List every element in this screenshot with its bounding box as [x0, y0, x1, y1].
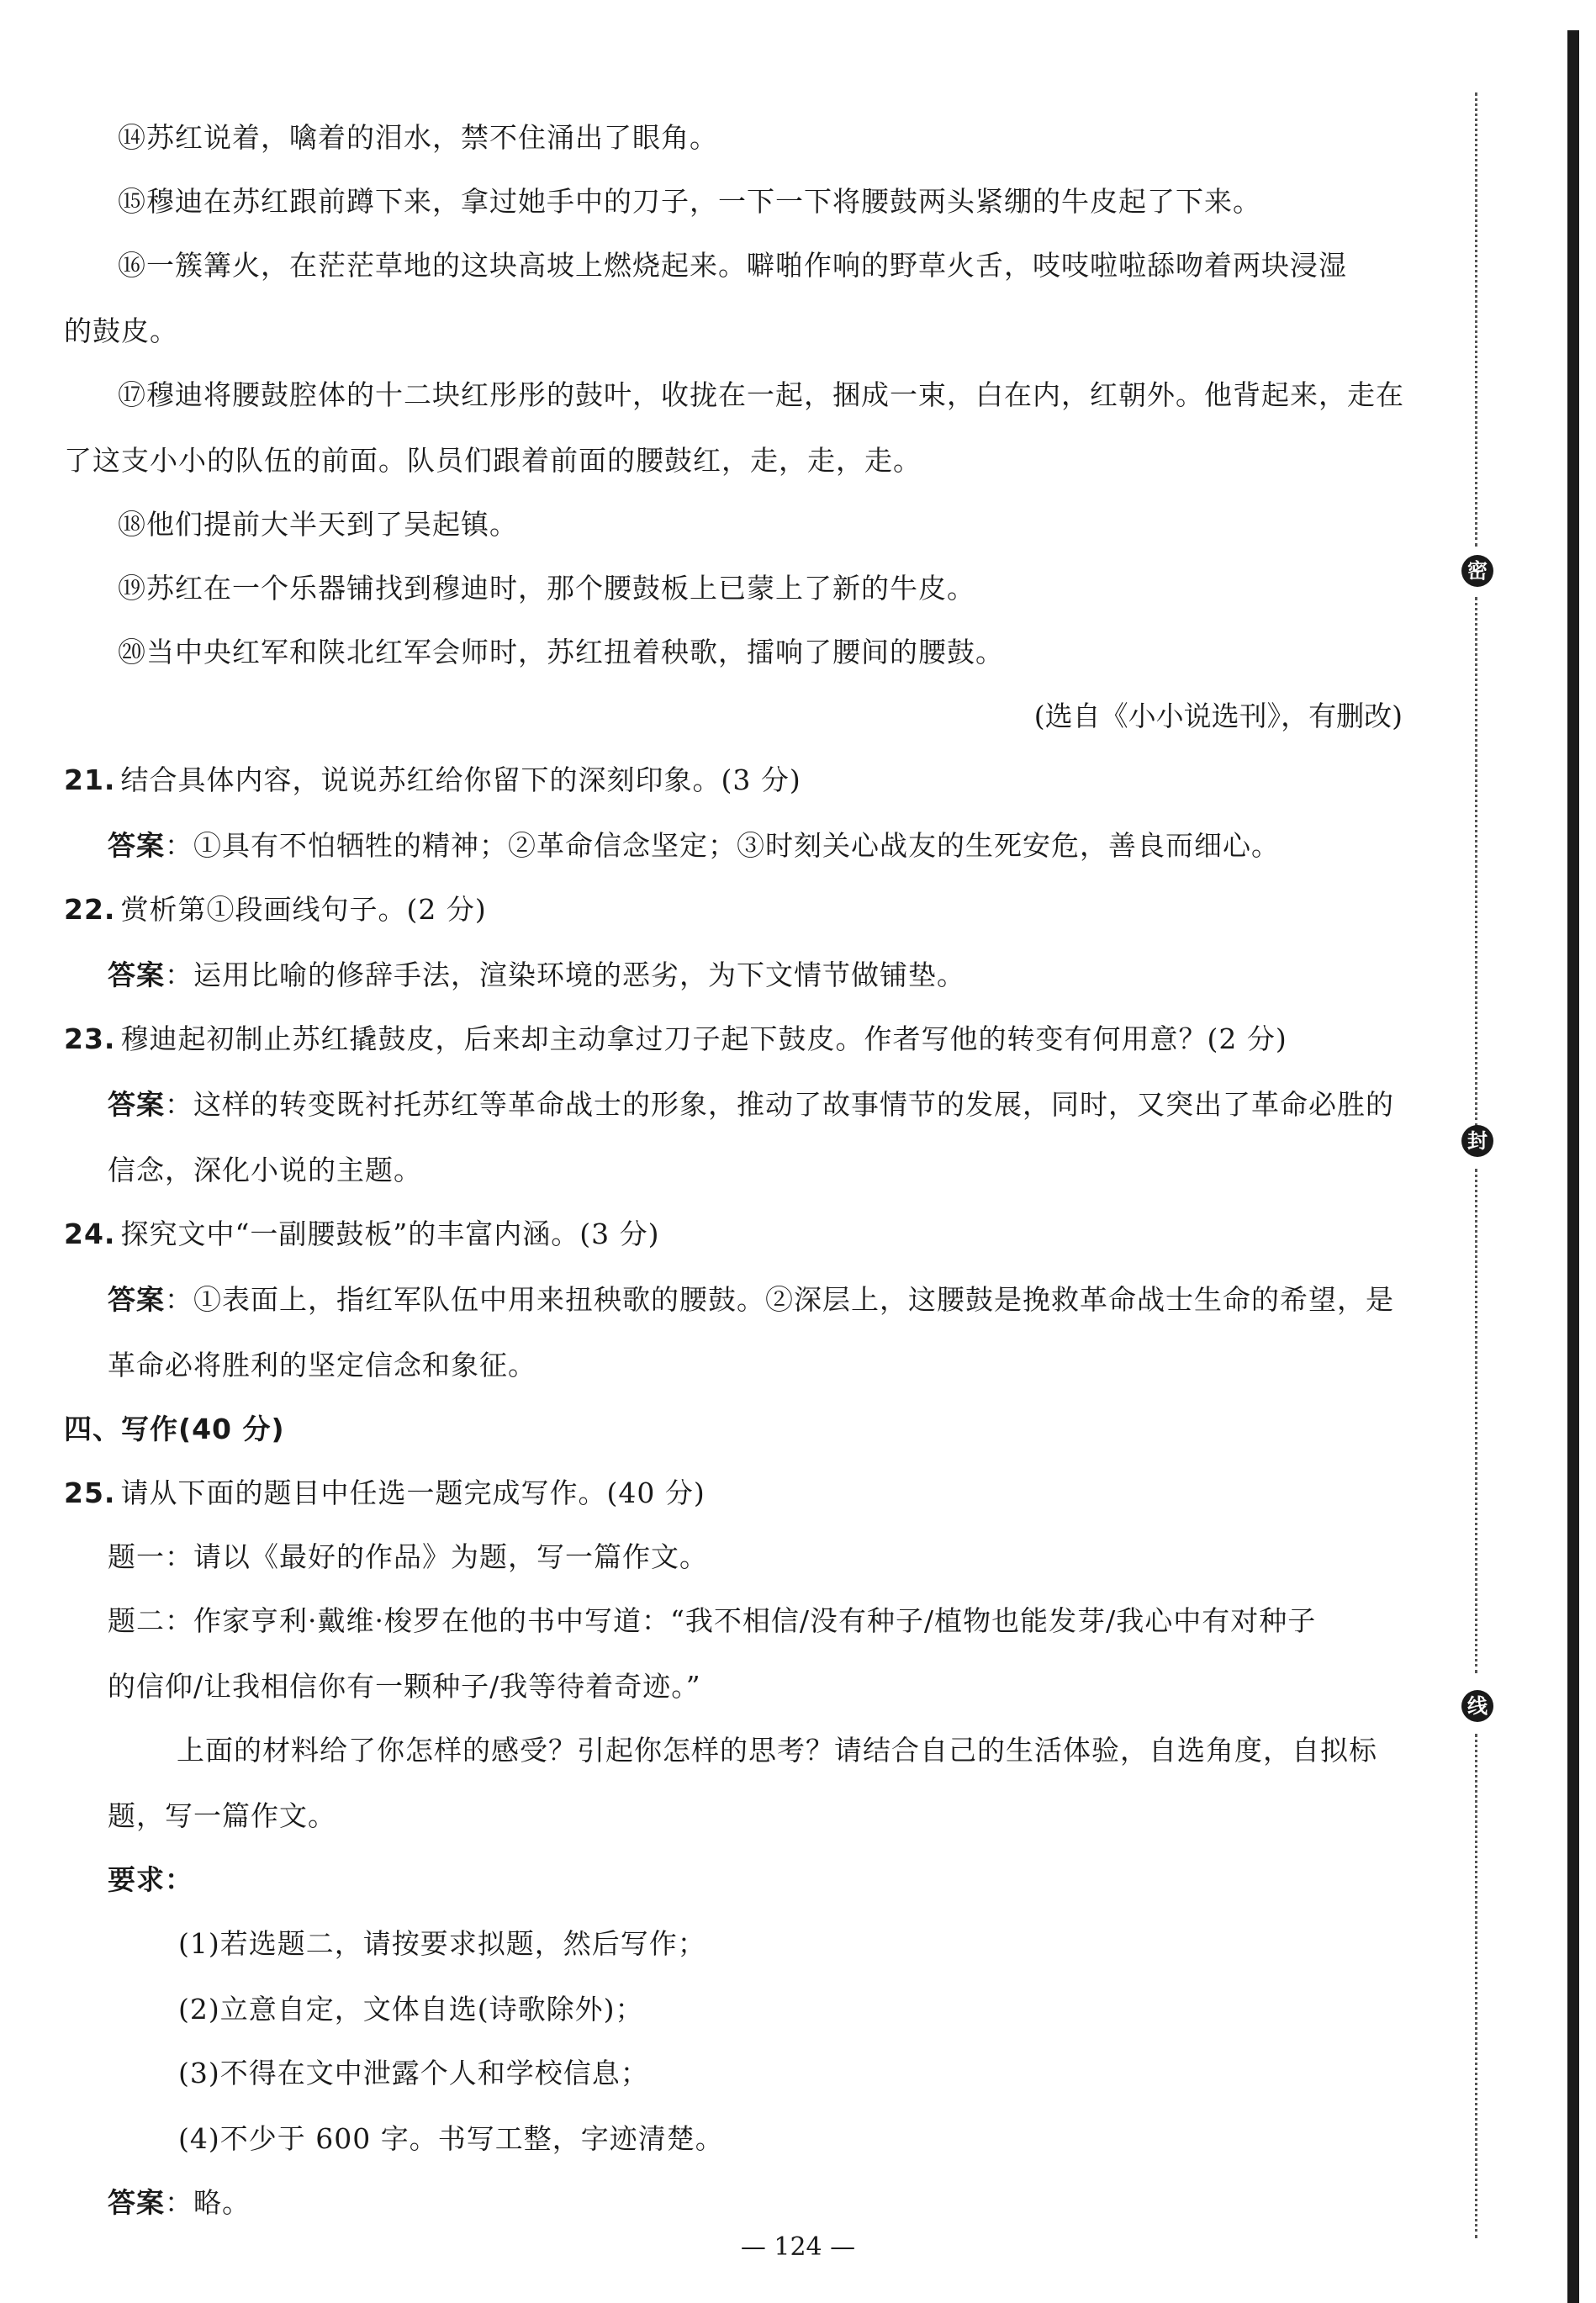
answer-label: 答案 [108, 1088, 165, 1121]
question-24 [64, 1216, 659, 1253]
question-number: 21. [64, 763, 116, 796]
answer-text: ：这样的转变既衬托苏红等革命战士的形象，推动了故事情节的发展，同时，又突出了革命必胜的 [165, 1088, 1394, 1121]
topic-2: 题二：作家亨利·戴维·梭罗在他的书中写道：“我不相信/没有种子/植物也能发芽/我心中有对种子 [108, 1604, 1317, 1637]
seal-xian-badge: 线 [1461, 1690, 1493, 1722]
seal-mi-badge: 密 [1461, 555, 1493, 587]
question-number: 25. [64, 1476, 116, 1509]
binding-dotted-line [1475, 92, 1477, 547]
answer-21 [108, 827, 1280, 864]
page-number: — 124 — [740, 2232, 856, 2262]
question-21 [64, 762, 801, 799]
binding-dotted-line [1475, 1169, 1477, 1673]
story-source: (选自《小小说选刊》，有删改) [1033, 700, 1403, 732]
story-paragraph-17: ⑰穆迪将腰鼓腔体的十二块红彤彤的鼓叶，收拢在一起，捆成一束，白在内，红朝外。他背起来，走在 [118, 378, 1404, 411]
topic-1: 题一：请以《最好的作品》为题，写一篇作文。 [108, 1540, 708, 1573]
topic-2-cont: 的信仰/让我相信你有一颗种子/我等待着奇迹。” [108, 1670, 701, 1703]
answer-label: 答案 [108, 829, 165, 862]
binding-dotted-line [1475, 597, 1477, 1127]
requirement-1: (1)若选题二，请按要求拟题，然后写作； [178, 1927, 706, 1960]
answer-text: ：运用比喻的修辞手法，渲染环境的恶劣，为下文情节做铺垫。 [165, 959, 965, 991]
story-paragraph-20: ⑳当中央红军和陕北红军会师时，苏红扭着秧歌，擂响了腰间的腰鼓。 [118, 636, 1004, 668]
answer-label: 答案 [108, 1283, 165, 1316]
story-paragraph-15: ⑮穆迪在苏红跟前蹲下来，拿过她手中的刀子，一下一下将腰鼓两头紧绷的牛皮起了下来。 [118, 185, 1261, 218]
story-paragraph-17-cont: 了这支小小的队伍的前面。队员们跟着前面的腰鼓红，走，走，走。 [64, 444, 922, 477]
answer-24-cont: 革命必将胜利的坚定信念和象征。 [108, 1349, 536, 1381]
answer-label: 答案 [108, 2186, 165, 2219]
binding-edge [1567, 30, 1579, 2303]
story-paragraph-19: ⑲苏红在一个乐器铺找到穆迪时，那个腰鼓板上已蒙上了新的牛皮。 [118, 572, 975, 605]
binding-dotted-line [1475, 1734, 1477, 2238]
question-text: 穆迪起初制止苏红撬鼓皮，后来却主动拿过刀子起下鼓皮。作者写他的转变有何用意？(2 分) [120, 1022, 1287, 1055]
requirement-2: (2)立意自定，文体自选(诗歌除外)； [178, 1993, 644, 2026]
question-text: 探究文中“一副腰鼓板”的丰富内涵。(3 分) [120, 1218, 660, 1250]
writing-prompt: 上面的材料给了你怎样的感受？引起你怎样的思考？请结合自己的生活体验，自选角度，自拟标 [177, 1734, 1377, 1767]
answer-text: ：①具有不怕牺牲的精神；②革命信念坚定；③时刻关心战友的生死安危，善良而细心。 [165, 829, 1280, 862]
question-text: 赏析第①段画线句子。(2 分) [120, 893, 487, 926]
requirement-3: (3)不得在文中泄露个人和学校信息； [178, 2057, 649, 2089]
answer-22 [108, 957, 965, 994]
question-22 [64, 891, 487, 928]
question-text: 结合具体内容，说说苏红给你留下的深刻印象。(3 分) [120, 763, 801, 796]
story-paragraph-14: ⑭苏红说着，噙着的泪水，禁不住涌出了眼角。 [118, 121, 718, 154]
question-number: 23. [64, 1022, 116, 1055]
story-paragraph-16: ⑯一簇篝火，在茫茫草地的这块高坡上燃烧起来。噼啪作响的野草火舌，吱吱啦啦舔吻着两块浸湿 [118, 249, 1347, 282]
writing-prompt-cont: 题，写一篇作文。 [108, 1799, 336, 1832]
answer-23 [108, 1086, 1394, 1123]
answer-text: ：①表面上，指红军队伍中用来扭秧歌的腰鼓。②深层上，这腰鼓是挽救革命战士生命的希望，是 [165, 1283, 1394, 1316]
requirement-4: (4)不少于 600 字。书写工整，字迹清楚。 [178, 2122, 724, 2155]
answer-24 [108, 1281, 1394, 1318]
answer-25 [108, 2184, 251, 2221]
question-text: 请从下面的题目中任选一题完成写作。(40 分) [120, 1476, 706, 1509]
question-number: 22. [64, 893, 116, 926]
answer-text: ：略。 [165, 2186, 251, 2219]
answer-23-cont: 信念，深化小说的主题。 [108, 1154, 422, 1186]
story-paragraph-16-cont: 的鼓皮。 [64, 314, 178, 347]
question-25 [64, 1475, 706, 1512]
question-23 [64, 1021, 1287, 1058]
answer-label: 答案 [108, 959, 165, 991]
requirements-label: 要求： [108, 1863, 193, 1896]
seal-feng-badge: 封 [1461, 1125, 1493, 1157]
story-paragraph-18: ⑱他们提前大半天到了吴起镇。 [118, 508, 518, 541]
section-heading-writing: 四、写作(40 分) [64, 1413, 285, 1445]
question-number: 24. [64, 1218, 116, 1250]
